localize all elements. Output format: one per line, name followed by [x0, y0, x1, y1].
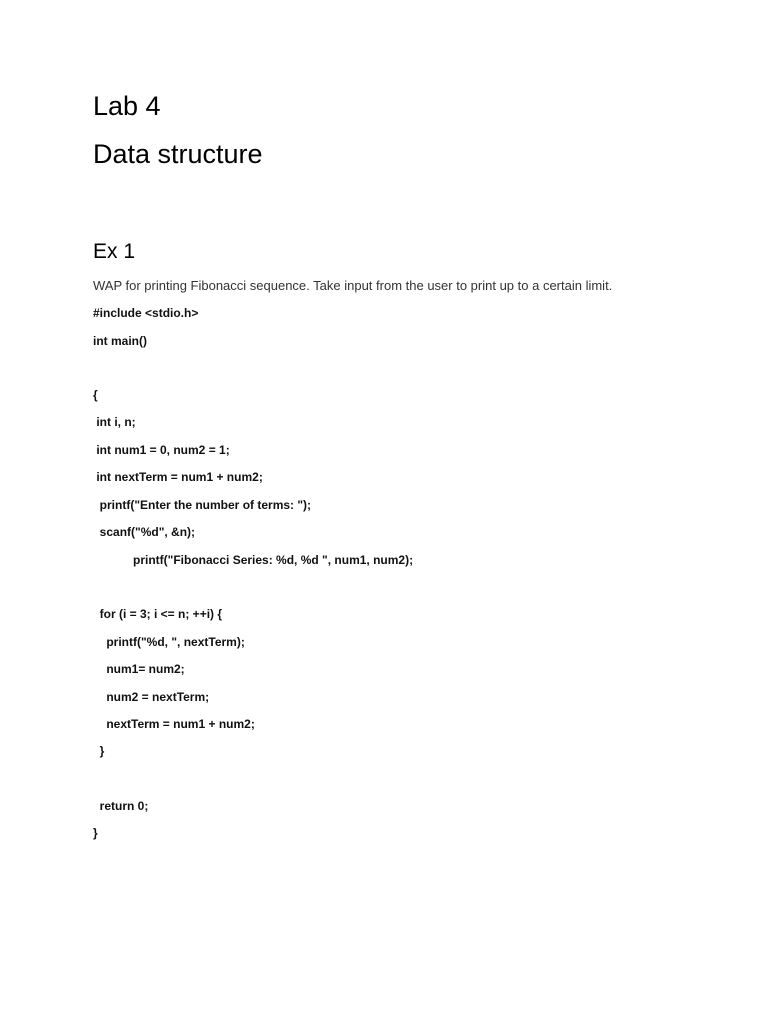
exercise-description: WAP for printing Fibonacci sequence. Take input from the user to print up to a certain limit.: [93, 278, 613, 293]
code-line: printf("Enter the number of terms: ");: [93, 498, 312, 512]
code-line: int i, n;: [93, 415, 136, 429]
code-line: {: [93, 388, 98, 402]
document-title-line-1: Lab 4: [93, 91, 161, 121]
code-line: return 0;: [93, 799, 149, 813]
code-line: int num1 = 0, num2 = 1;: [93, 443, 230, 457]
section-heading-ex1: Ex 1: [93, 240, 136, 263]
code-line: printf("%d, ", nextTerm);: [93, 635, 245, 649]
code-line: for (i = 3; i <= n; ++i) {: [93, 607, 223, 621]
code-line: num2 = nextTerm;: [93, 690, 210, 704]
code-line: #include <stdio.h>: [93, 306, 199, 320]
code-line: scanf("%d", &n);: [93, 525, 196, 539]
code-line: num1= num2;: [93, 662, 185, 676]
code-line: int nextTerm = num1 + num2;: [93, 470, 263, 484]
code-line: nextTerm = num1 + num2;: [93, 717, 255, 731]
code-line: int main(): [93, 334, 147, 348]
code-line: }: [93, 826, 98, 840]
code-line: }: [93, 744, 105, 758]
code-line: printf("Fibonacci Series: %d, %d ", num1, num2);: [93, 553, 414, 567]
document-title-line-2: Data structure: [93, 139, 263, 169]
